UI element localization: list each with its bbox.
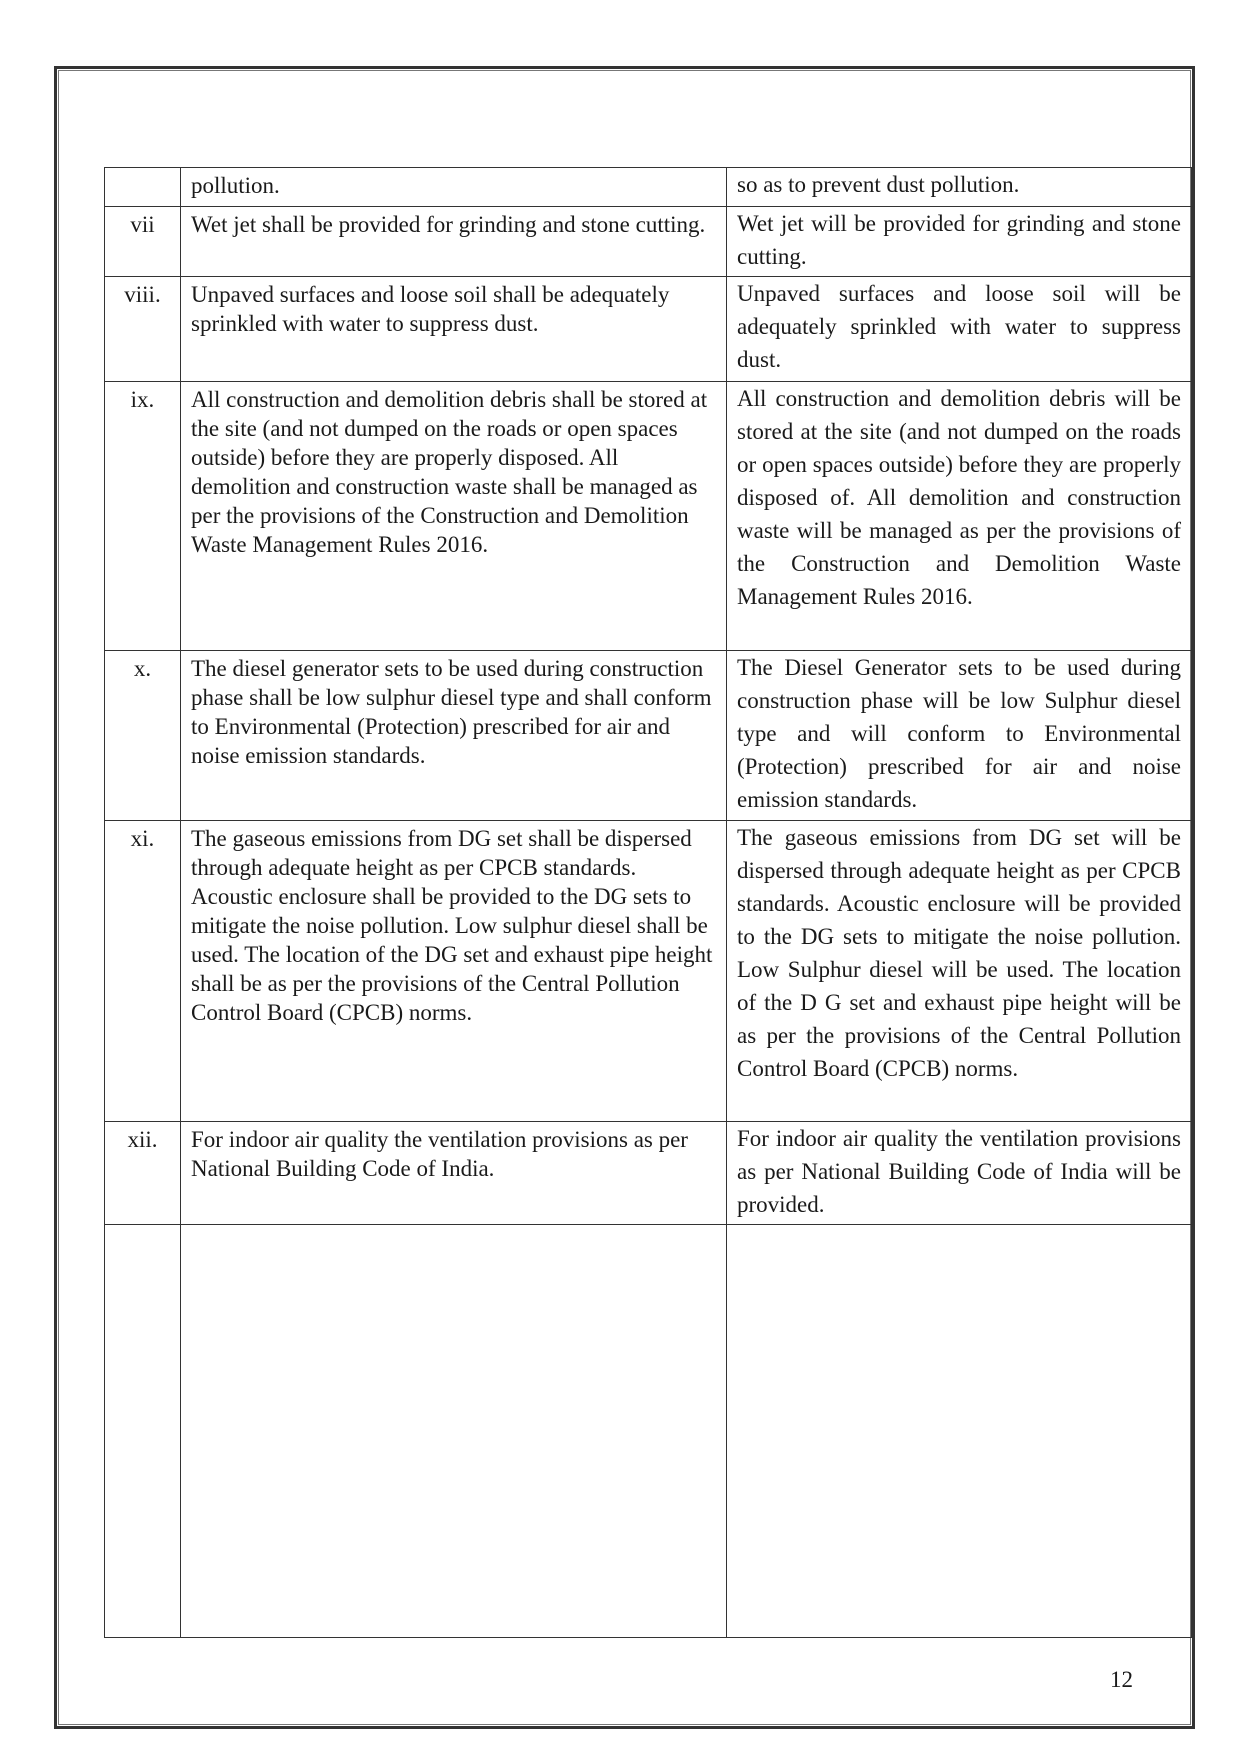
row-number [105, 1225, 181, 1638]
response-text: Wet jet will be provided for grinding and stone cutting. [727, 207, 1192, 277]
table-row [105, 1122, 1192, 1225]
condition-text: The gaseous emissions from DG set shall be dispersed through adequate height as per CPCB standards. Acoustic enclosure shall be provided to the DG sets to mitigate the noise pollution. Low sulphur diesel shall be used. The location of the DG set and exhaust pipe height shall be as per the provisions of the Central Pollution Control Board (CPCB) norms. [181, 821, 727, 1122]
table-row [105, 1225, 1192, 1638]
response-text: Unpaved surfaces and loose soil will be adequately sprinkled with water to suppress dust. [727, 277, 1192, 382]
table-row [105, 277, 1192, 382]
compliance-table [104, 167, 1192, 1638]
table-row [105, 651, 1192, 821]
row-number: ix. [105, 382, 181, 651]
condition-text: All construction and demolition debris shall be stored at the site (and not dumped on the roads or open spaces outside) before they are properly disposed. All demolition and construction waste shall be managed as per the provisions of the Construction and Demolition Waste Management Rules 2016. [181, 382, 727, 651]
condition-text: Wet jet shall be provided for grinding and stone cutting. [181, 207, 727, 277]
response-text: All construction and demolition debris will be stored at the site (and not dumped on the roads or open spaces outside) before they are properly disposed of. All demolition and construction waste will be managed as per the provisions of the Construction and Demolition Waste Management Rules 2016. [727, 382, 1192, 651]
row-number: xi. [105, 821, 181, 1122]
table-row [105, 821, 1192, 1122]
condition-text: pollution. [181, 168, 727, 207]
row-number: x. [105, 651, 181, 821]
table-row [105, 382, 1192, 651]
condition-text: The diesel generator sets to be used during construction phase shall be low sulphur diesel type and shall conform to Environmental (Protection) prescribed for air and noise emission standards. [181, 651, 727, 821]
page-number: 12 [1110, 1667, 1133, 1692]
response-text: The gaseous emissions from DG set will be dispersed through adequate height as per CPCB standards. Acoustic enclosure will be provided to the DG sets to mitigate the noise pollution. Low Sulphur diesel will be used. The location of the D G set and exhaust pipe height will be as per the provisions of the Central Pollution Control Board (CPCB) norms. [727, 821, 1192, 1122]
response-text: The Diesel Generator sets to be used during construction phase will be low Sulphur diesel type and will conform to Environmental (Protection) prescribed for air and noise emission standards. [727, 651, 1192, 821]
condition-text: Unpaved surfaces and loose soil shall be adequately sprinkled with water to suppress dust. [181, 277, 727, 382]
condition-text [181, 1225, 727, 1638]
row-number [105, 168, 181, 207]
response-text: so as to prevent dust pollution. [727, 168, 1192, 207]
response-text: For indoor air quality the ventilation provisions as per National Building Code of India will be provided. [727, 1122, 1192, 1225]
condition-text: For indoor air quality the ventilation provisions as per National Building Code of India. [181, 1122, 727, 1225]
response-text [727, 1225, 1192, 1638]
table-row [105, 168, 1192, 207]
table-row [105, 207, 1192, 277]
row-number: vii [105, 207, 181, 277]
row-number: viii. [105, 277, 181, 382]
row-number: xii. [105, 1122, 181, 1225]
